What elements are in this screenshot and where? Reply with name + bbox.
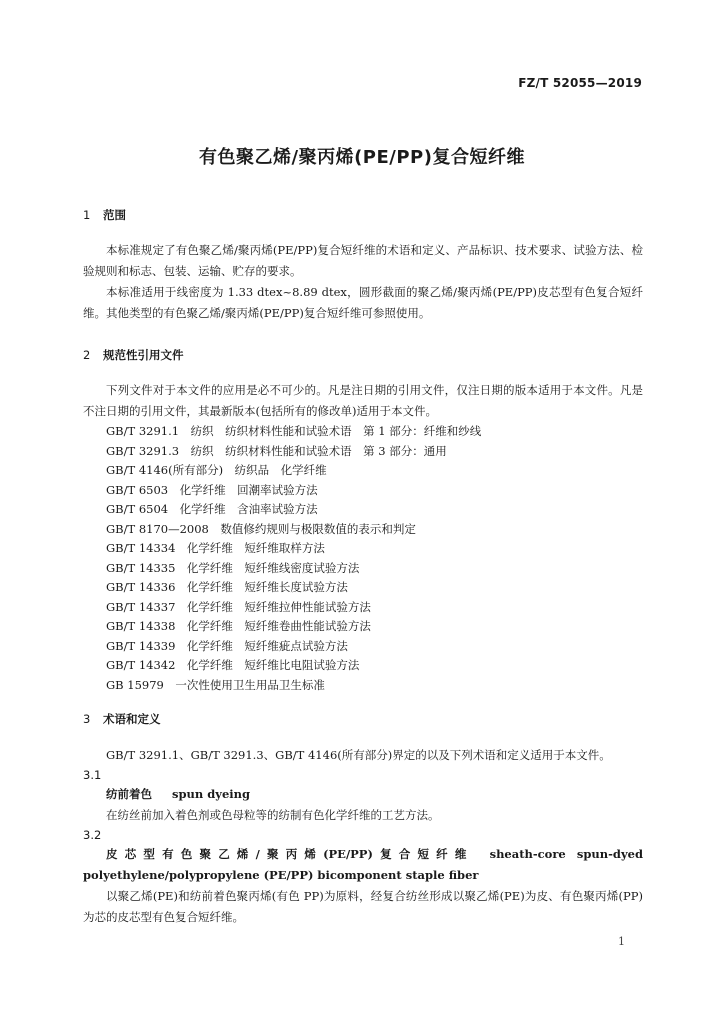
reference-item: GB/T 8170—2008 数值修约规则与极限数值的表示和判定 xyxy=(106,521,416,536)
section-number: 3 xyxy=(83,712,91,726)
reference-item: GB/T 6503 化学纤维 回潮率试验方法 xyxy=(106,482,318,497)
refs-intro-paragraph: 下列文件对于本文件的应用是必不可少的。凡是注日期的引用文件，仅注日期的版本适用于本文件。凡是不注日期的引用文件，其最新版本(包括所有的修改单)适用于本文件。 xyxy=(83,383,643,418)
page-number: 1 xyxy=(618,935,625,948)
section-1-heading xyxy=(83,207,643,223)
document-title: 有色聚乙烯/聚丙烯(PE/PP)复合短纤维 xyxy=(199,147,525,168)
term-english: spun dyeing xyxy=(172,787,251,801)
reference-list xyxy=(106,422,643,695)
scope-paragraph: 本标准适用于线密度为 1.33 dtex~8.89 dtex，圆形截面的聚乙烯/聚丙烯(PE/PP)皮芯型有色复合短纤维。其他类型的有色聚乙烯/聚丙烯(PE/PP)复合短纤维可参照使用。 xyxy=(83,285,643,320)
term-english: sheath-core spun-dyed polyethylene/polypropylene (PE/PP) bicomponent staple fiber xyxy=(83,847,643,882)
term-definition: 在纺丝前加入着色剂或色母粒等的纺制有色化学纤维的工艺方法。 xyxy=(106,808,440,822)
reference-item: GB/T 3291.3 纺织 纺织材料性能和试验术语 第 3 部分：通用 xyxy=(106,443,447,458)
section-number: 1 xyxy=(83,208,91,222)
section-number: 2 xyxy=(83,348,91,362)
reference-item: GB/T 3291.1 纺织 纺织材料性能和试验术语 第 1 部分：纤维和纱线 xyxy=(106,424,482,438)
reference-item: GB/T 14336 化学纤维 短纤维长度试验方法 xyxy=(106,580,348,594)
term-number: 3.1 xyxy=(83,768,102,782)
term-heading xyxy=(106,784,643,805)
terms-intro-paragraph: GB/T 3291.1、GB/T 3291.3、GB/T 4146(所有部分)界定的以及下列术语和定义适用于本文件。 xyxy=(106,748,611,762)
standard-code: FZ/T 52055—2019 xyxy=(518,76,642,90)
reference-item: GB/T 14342 化学纤维 短纤维比电阻试验方法 xyxy=(106,658,360,672)
term-number: 3.2 xyxy=(83,828,102,842)
reference-item: GB 15979 一次性使用卫生用品卫生标准 xyxy=(106,677,325,692)
reference-item: GB/T 14337 化学纤维 短纤维拉伸性能试验方法 xyxy=(106,599,371,614)
section-title: 规范性引用文件 xyxy=(103,348,184,362)
reference-item: GB/T 6504 化学纤维 含油率试验方法 xyxy=(106,502,318,516)
reference-item: GB/T 14339 化学纤维 短纤维疵点试验方法 xyxy=(106,638,348,653)
reference-item: GB/T 14334 化学纤维 短纤维取样方法 xyxy=(106,541,325,555)
reference-item: GB/T 14338 化学纤维 短纤维卷曲性能试验方法 xyxy=(106,619,371,633)
scope-paragraph: 本标准规定了有色聚乙烯/聚丙烯(PE/PP)复合短纤维的术语和定义、产品标识、技术要求、试验方法、检验规则和标志、包装、运输、贮存的要求。 xyxy=(83,243,643,278)
section-3-heading xyxy=(83,711,643,727)
term-chinese: 纺前着色 xyxy=(106,787,152,801)
section-2-heading xyxy=(83,347,643,363)
section-title: 范围 xyxy=(103,208,126,222)
term-heading xyxy=(83,844,643,886)
term-definition: 以聚乙烯(PE)和纺前着色聚丙烯(有色 PP)为原料，经复合纺丝形成以聚乙烯(PE)为皮、有色聚丙烯(PP)为芯的皮芯型有色复合短纤维。 xyxy=(83,889,643,924)
section-title: 术语和定义 xyxy=(103,712,161,726)
term-chinese: 皮芯型有色聚乙烯/聚丙烯(PE/PP)复合短纤维 xyxy=(106,847,474,861)
reference-item: GB/T 14335 化学纤维 短纤维线密度试验方法 xyxy=(106,560,360,575)
reference-item: GB/T 4146(所有部分) 纺织品 化学纤维 xyxy=(106,463,327,477)
document-body xyxy=(83,207,643,928)
